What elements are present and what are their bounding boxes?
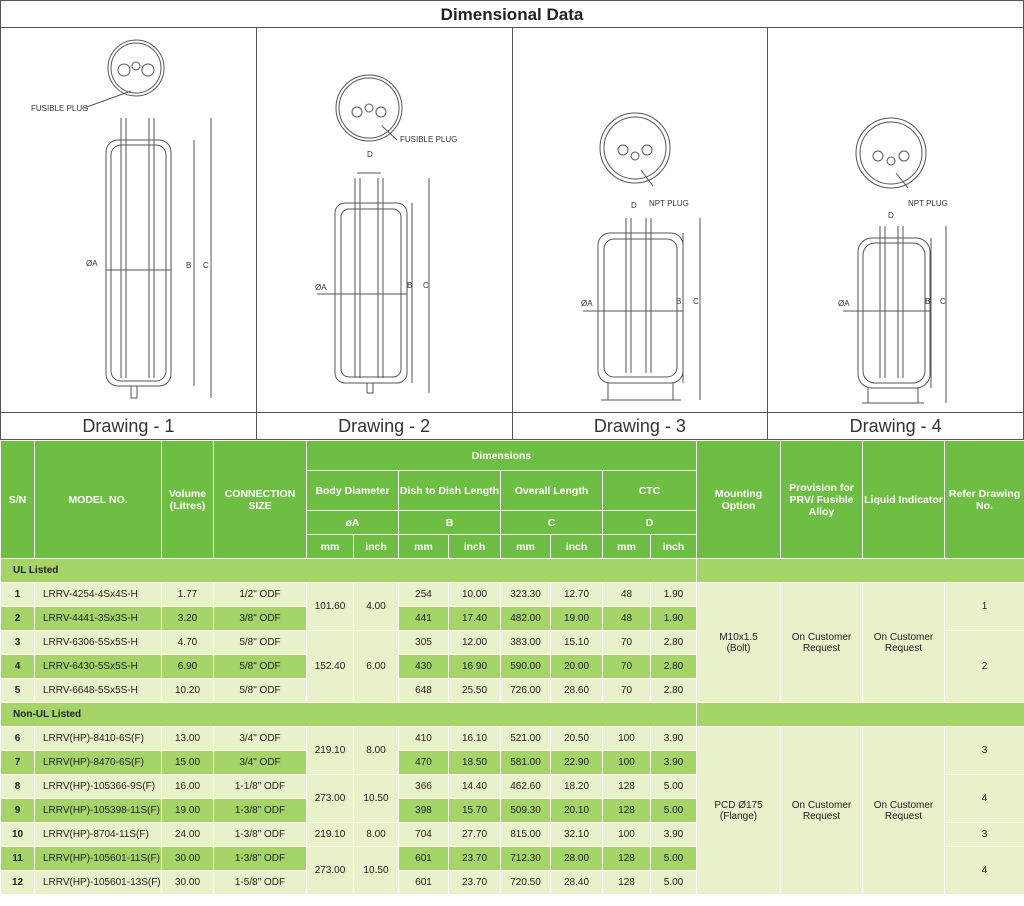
cell-d-mm: 128: [603, 847, 651, 871]
liquid-ul-line2: Request: [884, 642, 923, 654]
cell-c-mm: 581.00: [501, 751, 551, 775]
d4-dim-b: B: [925, 297, 931, 306]
cell-dia-inch: 4.00: [354, 583, 399, 631]
cell-d-mm: 100: [603, 823, 651, 847]
cell-d-mm: 100: [603, 751, 651, 775]
cell-d-inch: 5.00: [651, 847, 697, 871]
d3-dim-b: B: [675, 297, 681, 306]
cell-dia-inch: 8.00: [354, 823, 399, 847]
cell-connection: 5/8" ODF: [214, 631, 307, 655]
cell-volume: 16.00: [162, 775, 214, 799]
drawing-labels: [0, 412, 1024, 440]
cell-d-mm: 70: [603, 631, 651, 655]
cell-connection: 1-5/8" ODF: [214, 871, 307, 895]
cell-b-mm: 648: [399, 679, 449, 703]
th-unit-mm: mm: [307, 535, 354, 559]
cell-model: LRRV(HP)-105366-9S(F): [35, 775, 162, 799]
cell-d-inch: 3.90: [651, 751, 697, 775]
d1-dim-c: C: [203, 261, 209, 270]
th-ctc: CTC: [603, 471, 697, 511]
dimension-table: [0, 440, 1024, 895]
d1-dim-a: ØA: [86, 259, 98, 268]
drawing-label-3: Drawing - 3: [512, 412, 769, 440]
cell-b-mm: 410: [399, 727, 449, 751]
cell-d-mm: 100: [603, 727, 651, 751]
cell-dia-inch: 10.50: [354, 775, 399, 823]
cell-b-mm: 601: [399, 847, 449, 871]
th-overall-length: Overall Length: [501, 471, 603, 511]
th-dish-length: Dish to Dish Length: [399, 471, 501, 511]
liquid-nonul-line2: Request: [884, 810, 923, 822]
cell-c-mm: 323.30: [501, 583, 551, 607]
cell-sn: 12: [1, 871, 35, 895]
th-connection: CONNECTION SIZE: [214, 441, 307, 559]
cell-dia-mm: 273.00: [307, 847, 354, 895]
cell-volume: 4.70: [162, 631, 214, 655]
drawing-label-2: Drawing - 2: [256, 412, 513, 440]
cell-b-mm: 704: [399, 823, 449, 847]
d2-dim-d: D: [366, 150, 373, 159]
drawing-3-svg: [513, 28, 769, 412]
cell-b-mm: 366: [399, 775, 449, 799]
cell-model: LRRV-4254-4Sx4S-H: [35, 583, 162, 607]
mount-ul-line1: M10x1.5: [719, 631, 758, 643]
cell-connection: 1-3/8" ODF: [214, 799, 307, 823]
cell-b-mm: 430: [399, 655, 449, 679]
drawing-1: [0, 28, 257, 412]
section-ul-filler: [697, 559, 1024, 583]
cell-d-mm: 70: [603, 655, 651, 679]
cell-volume: 30.00: [162, 847, 214, 871]
d4-dim-a: ØA: [838, 299, 850, 308]
cell-volume: 10.20: [162, 679, 214, 703]
cell-dia-mm: 152.40: [307, 631, 354, 703]
cell-refer: 2: [945, 631, 1024, 703]
cell-b-mm: 305: [399, 631, 449, 655]
cell-sn: 9: [1, 799, 35, 823]
section-ul: UL Listed: [1, 559, 697, 583]
cell-dia-inch: 8.00: [354, 727, 399, 775]
cell-b-inch: 10.00: [449, 583, 501, 607]
cell-d-inch: 1.90: [651, 607, 697, 631]
cell-sn: 7: [1, 751, 35, 775]
th-unit-mm: mm: [603, 535, 651, 559]
cell-model: LRRV(HP)-105398-11S(F): [35, 799, 162, 823]
page-title: Dimensional Data: [0, 0, 1024, 28]
cell-model: LRRV(HP)-8704-11S(F): [35, 823, 162, 847]
cell-c-inch: 20.00: [551, 655, 603, 679]
cell-mounting-nonul: [697, 727, 781, 895]
cell-c-inch: 28.40: [551, 871, 603, 895]
cell-b-inch: 27.70: [449, 823, 501, 847]
cell-c-mm: 590.00: [501, 655, 551, 679]
th-sym-a: øA: [307, 511, 399, 535]
drawing-3: [512, 28, 769, 412]
cell-volume: 19.00: [162, 799, 214, 823]
cell-b-mm: 254: [399, 583, 449, 607]
cell-model: LRRV-6430-5Sx5S-H: [35, 655, 162, 679]
cell-b-inch: 16.90: [449, 655, 501, 679]
cell-refer: 3: [945, 823, 1024, 847]
d3-dim-d: D: [630, 201, 637, 210]
cell-d-inch: 5.00: [651, 871, 697, 895]
cell-sn: 3: [1, 631, 35, 655]
cell-d-inch: 2.80: [651, 631, 697, 655]
cell-sn: 4: [1, 655, 35, 679]
th-unit-mm: mm: [501, 535, 551, 559]
cell-volume: 15.00: [162, 751, 214, 775]
cell-dia-mm: 273.00: [307, 775, 354, 823]
d3-callout: NPT PLUG: [648, 199, 689, 208]
cell-b-inch: 15.70: [449, 799, 501, 823]
cell-c-mm: 482.00: [501, 607, 551, 631]
d1-callout: FUSIBLE PLUG: [31, 104, 89, 113]
cell-volume: 24.00: [162, 823, 214, 847]
cell-prv-ul: [781, 583, 863, 703]
th-unit-inch: inch: [551, 535, 603, 559]
cell-volume: 30.00: [162, 871, 214, 895]
cell-b-inch: 16.10: [449, 727, 501, 751]
d3-dim-c: C: [692, 297, 699, 306]
cell-connection: 5/8" ODF: [214, 655, 307, 679]
prv-nonul-line2: Request: [802, 810, 841, 822]
cell-dia-mm: 219.10: [307, 823, 354, 847]
cell-sn: 6: [1, 727, 35, 751]
d3-dim-a: ØA: [580, 299, 593, 308]
cell-c-inch: 22.90: [551, 751, 603, 775]
cell-c-inch: 19.00: [551, 607, 603, 631]
cell-d-mm: 48: [603, 607, 651, 631]
cell-dia-mm: 219.10: [307, 727, 354, 775]
cell-d-mm: 128: [603, 871, 651, 895]
cell-d-inch: 3.90: [651, 823, 697, 847]
cell-sn: 2: [1, 607, 35, 631]
cell-dia-mm: 101.60: [307, 583, 354, 631]
cell-c-inch: 18.20: [551, 775, 603, 799]
th-unit-inch: inch: [354, 535, 399, 559]
section-nonul-filler: [697, 703, 1024, 727]
cell-c-mm: 462.60: [501, 775, 551, 799]
cell-b-mm: 398: [399, 799, 449, 823]
cell-b-inch: 12.00: [449, 631, 501, 655]
cell-c-inch: 32.10: [551, 823, 603, 847]
th-sn: S/N: [1, 441, 35, 559]
cell-model: LRRV-6648-5Sx5S-H: [35, 679, 162, 703]
cell-c-mm: 509.30: [501, 799, 551, 823]
cell-b-inch: 14.40: [449, 775, 501, 799]
cell-refer: 4: [945, 847, 1024, 895]
th-volume: Volume (Litres): [162, 441, 214, 559]
cell-volume: 1.77: [162, 583, 214, 607]
d4-dim-c: C: [940, 297, 947, 306]
prv-ul-line2: Request: [802, 642, 841, 654]
cell-d-mm: 128: [603, 775, 651, 799]
cell-b-mm: 601: [399, 871, 449, 895]
th-unit-inch: inch: [651, 535, 697, 559]
cell-c-mm: 521.00: [501, 727, 551, 751]
cell-d-inch: 2.80: [651, 679, 697, 703]
drawing-label-1: Drawing - 1: [0, 412, 257, 440]
cell-b-inch: 23.70: [449, 847, 501, 871]
drawings-panel: [0, 28, 1024, 412]
d2-dim-b: B: [406, 281, 413, 290]
cell-model: LRRV-6306-5Sx5S-H: [35, 631, 162, 655]
d2-dim-c: C: [422, 281, 429, 290]
th-unit-inch: inch: [449, 535, 501, 559]
prv-ul-line1: On Customer: [791, 631, 852, 643]
cell-dia-inch: 10.50: [354, 847, 399, 895]
cell-d-inch: 5.00: [651, 775, 697, 799]
cell-c-inch: 20.50: [551, 727, 603, 751]
cell-connection: 1-3/8" ODF: [214, 823, 307, 847]
cell-liquid-nonul: [863, 727, 945, 895]
th-sym-c: C: [501, 511, 603, 535]
cell-sn: 8: [1, 775, 35, 799]
cell-b-inch: 18.50: [449, 751, 501, 775]
cell-c-mm: 815.00: [501, 823, 551, 847]
d4-dim-d: D: [888, 211, 895, 220]
mount-ul-line2: (Bolt): [726, 642, 751, 654]
cell-dia-inch: 6.00: [354, 631, 399, 703]
d4-callout: NPT PLUG: [908, 199, 949, 208]
cell-model: LRRV(HP)-8470-6S(F): [35, 751, 162, 775]
cell-c-inch: 28.00: [551, 847, 603, 871]
drawing-4: [767, 28, 1024, 412]
cell-prv-nonul: [781, 727, 863, 895]
cell-sn: 11: [1, 847, 35, 871]
cell-connection: 1-3/8" ODF: [214, 847, 307, 871]
th-prv: Provision for PRV/ Fusible Alloy: [781, 441, 863, 559]
cell-b-inch: 17.40: [449, 607, 501, 631]
cell-b-inch: 23.70: [449, 871, 501, 895]
cell-c-mm: 720.50: [501, 871, 551, 895]
th-body-diameter: Body Diameter: [307, 471, 399, 511]
cell-model: LRRV(HP)-105601-11S(F): [35, 847, 162, 871]
cell-sn: 5: [1, 679, 35, 703]
cell-c-mm: 726.00: [501, 679, 551, 703]
cell-b-inch: 25.50: [449, 679, 501, 703]
th-model: MODEL NO.: [35, 441, 162, 559]
cell-c-inch: 20.10: [551, 799, 603, 823]
cell-model: LRRV(HP)-8410-6S(F): [35, 727, 162, 751]
cell-d-inch: 5.00: [651, 799, 697, 823]
cell-d-mm: 48: [603, 583, 651, 607]
th-sym-d: D: [603, 511, 697, 535]
cell-connection: 3/4" ODF: [214, 727, 307, 751]
drawing-4-svg: [768, 28, 1024, 412]
cell-c-mm: 383.00: [501, 631, 551, 655]
cell-c-inch: 12.70: [551, 583, 603, 607]
cell-d-inch: 2.80: [651, 655, 697, 679]
cell-sn: 1: [1, 583, 35, 607]
cell-d-inch: 3.90: [651, 727, 697, 751]
drawing-2-svg: [257, 28, 513, 412]
th-liquid: Liquid Indicator: [863, 441, 945, 559]
drawing-2: [256, 28, 513, 412]
cell-volume: 3.20: [162, 607, 214, 631]
th-sym-b: B: [399, 511, 501, 535]
cell-d-mm: 70: [603, 679, 651, 703]
cell-model: LRRV(HP)-105601-13S(F): [35, 871, 162, 895]
section-nonul: Non-UL Listed: [1, 703, 697, 727]
cell-sn: 10: [1, 823, 35, 847]
cell-refer: 1: [945, 583, 1024, 631]
d2-callout: FUSIBLE PLUG: [399, 135, 458, 144]
cell-c-inch: 15.10: [551, 631, 603, 655]
liquid-ul-line1: On Customer: [873, 631, 934, 643]
cell-connection: 3/8" ODF: [214, 607, 307, 631]
drawing-label-4: Drawing - 4: [767, 412, 1024, 440]
cell-c-mm: 712.30: [501, 847, 551, 871]
cell-refer: 3: [945, 727, 1024, 775]
th-refer: Refer Drawing No.: [945, 441, 1024, 559]
cell-d-inch: 1.90: [651, 583, 697, 607]
cell-volume: 13.00: [162, 727, 214, 751]
cell-connection: 3/4" ODF: [214, 751, 307, 775]
drawing-1-svg: [1, 28, 257, 412]
cell-connection: 1-1/8" ODF: [214, 775, 307, 799]
th-dimensions: Dimensions: [307, 441, 697, 471]
cell-b-mm: 441: [399, 607, 449, 631]
cell-c-inch: 28.60: [551, 679, 603, 703]
prv-nonul-line1: On Customer: [791, 799, 852, 811]
cell-d-mm: 128: [603, 799, 651, 823]
cell-liquid-ul: [863, 583, 945, 703]
cell-volume: 6.90: [162, 655, 214, 679]
cell-mounting-ul: [697, 583, 781, 703]
liquid-nonul-line1: On Customer: [873, 799, 934, 811]
d1-dim-b: B: [186, 261, 192, 270]
d2-dim-a: ØA: [314, 283, 327, 292]
cell-connection: 5/8" ODF: [214, 679, 307, 703]
mount-nonul-line1: PCD Ø175: [714, 799, 763, 811]
cell-refer: 4: [945, 775, 1024, 823]
th-unit-mm: mm: [399, 535, 449, 559]
cell-model: LRRV-4441-3Sx3S-H: [35, 607, 162, 631]
cell-b-mm: 470: [399, 751, 449, 775]
cell-connection: 1/2" ODF: [214, 583, 307, 607]
th-mounting: Mounting Option: [697, 441, 781, 559]
mount-nonul-line2: (Flange): [719, 810, 758, 822]
